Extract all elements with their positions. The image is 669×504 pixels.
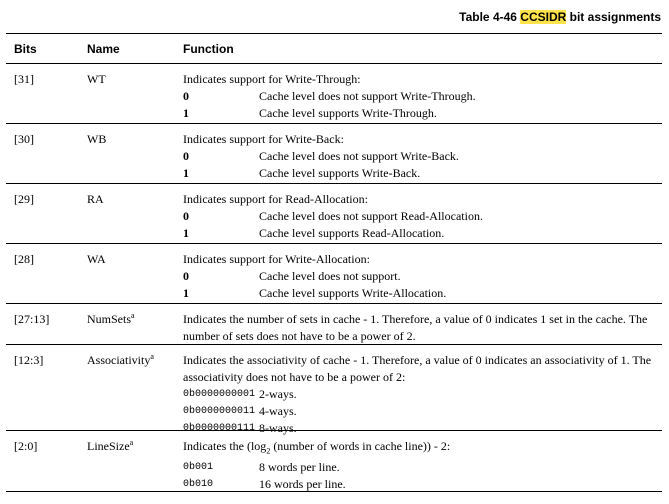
row-description: Indicates support for Write-Through: — [183, 72, 361, 86]
value-entry — [183, 459, 656, 476]
row-description: Indicates support for Write-Back: — [183, 132, 344, 146]
table-caption — [459, 10, 661, 24]
value-text: Cache level supports Read-Allocation. — [259, 226, 445, 240]
row-name — [87, 345, 183, 369]
value-text: 16 words per line. — [259, 477, 346, 492]
value-text: Cache level does not support Write-Back. — [259, 149, 459, 163]
value-key: 0 — [183, 89, 189, 103]
table-row — [6, 124, 662, 184]
value-key: 0b0000000011 — [183, 406, 256, 417]
row-description — [183, 438, 656, 459]
row-name-text: LineSize — [87, 439, 130, 453]
log-subscript: 2 — [266, 446, 271, 456]
footnote-marker: a — [131, 311, 135, 320]
row-description: Indicates the associativity of cache - 1. Therefore, a value of 0 indicates an associativity of 1. The associativity does not have to be a power of 2: — [183, 353, 652, 384]
value-key: 1 — [183, 106, 189, 120]
value-key: 1 — [183, 286, 189, 300]
value-entry — [183, 105, 656, 122]
row-bits: [12:3] — [14, 353, 44, 367]
table-row — [6, 304, 662, 345]
caption-prefix: Table 4-46 — [459, 10, 521, 24]
value-entry — [183, 208, 656, 225]
value-entry — [183, 148, 656, 165]
row-name: RA — [87, 192, 104, 206]
value-key: 0 — [183, 269, 189, 283]
header-function: Function — [183, 41, 234, 56]
value-text: Cache level supports Write-Back. — [259, 166, 421, 180]
row-bits: [27:13] — [14, 312, 50, 326]
description-part: Indicates the (log — [183, 439, 267, 453]
header-bits: Bits — [14, 41, 37, 56]
row-description: Indicates the number of sets in cache - 1. Therefore, a value of 0 indicates 1 set in the cache. The number of sets does not have to be a power of 2. — [183, 312, 648, 343]
value-key: 0 — [183, 149, 189, 163]
value-text: Cache level supports Write-Allocation. — [259, 286, 447, 300]
footnote-marker: a — [129, 438, 134, 447]
value-text: Cache level does not support. — [259, 269, 401, 283]
table-header — [6, 34, 662, 64]
caption-suffix: bit assignments — [566, 10, 661, 24]
row-bits: [30] — [14, 132, 34, 146]
value-text: Cache level does not support Read-Allocation. — [259, 209, 483, 223]
row-function — [183, 184, 662, 249]
value-key: 0b0000000111 — [183, 423, 256, 434]
row-name-text: NumSets — [87, 312, 132, 326]
row-function — [183, 345, 662, 444]
value-entry — [183, 88, 656, 105]
value-entry — [183, 476, 656, 493]
row-bits: [31] — [14, 72, 34, 86]
value-text: Cache level supports Write-Through. — [259, 106, 437, 120]
value-entry — [183, 386, 656, 403]
value-key: 1 — [183, 166, 189, 180]
row-name: WA — [87, 252, 106, 266]
row-bits: [28] — [14, 252, 34, 266]
row-function — [183, 64, 662, 129]
value-text: 4-ways. — [259, 404, 297, 418]
value-text: Cache level does not support Write-Through. — [259, 89, 476, 103]
value-key: 0 — [183, 209, 189, 223]
value-entry — [183, 225, 656, 242]
row-name — [87, 304, 183, 328]
value-entry — [183, 268, 656, 285]
row-name: WB — [87, 132, 107, 146]
row-name-text: Associativity — [87, 353, 151, 367]
table-row — [6, 244, 662, 304]
value-entry — [183, 403, 656, 420]
value-key: 0b010 — [183, 479, 214, 491]
row-function — [183, 431, 662, 500]
row-name — [87, 431, 183, 455]
description-part: (number of words in cache line)) - 2: — [270, 439, 451, 453]
row-name: WT — [87, 72, 106, 86]
header-name: Name — [87, 41, 120, 56]
value-text: 2-ways. — [259, 387, 297, 401]
value-text: 8 words per line. — [259, 460, 340, 475]
table-row — [6, 431, 662, 492]
row-bits: [2:0] — [14, 439, 38, 453]
value-text: 8-ways. — [259, 421, 297, 435]
table-row — [6, 64, 662, 124]
row-description: Indicates support for Read-Allocation: — [183, 192, 368, 206]
value-key: 1 — [183, 226, 189, 240]
value-entry — [183, 285, 656, 302]
row-bits: [29] — [14, 192, 34, 206]
value-key: 0b0000000001 — [183, 389, 256, 400]
table-row — [6, 345, 662, 435]
row-description: Indicates support for Write-Allocation: — [183, 252, 370, 266]
caption-highlight: CCSIDR — [520, 10, 567, 24]
ccsidr-table — [6, 33, 662, 492]
value-key: 0b001 — [183, 462, 214, 474]
row-function — [183, 124, 662, 189]
value-entry — [183, 165, 656, 182]
row-function — [183, 244, 662, 309]
table-row — [6, 184, 662, 244]
footnote-marker: a — [150, 352, 154, 361]
